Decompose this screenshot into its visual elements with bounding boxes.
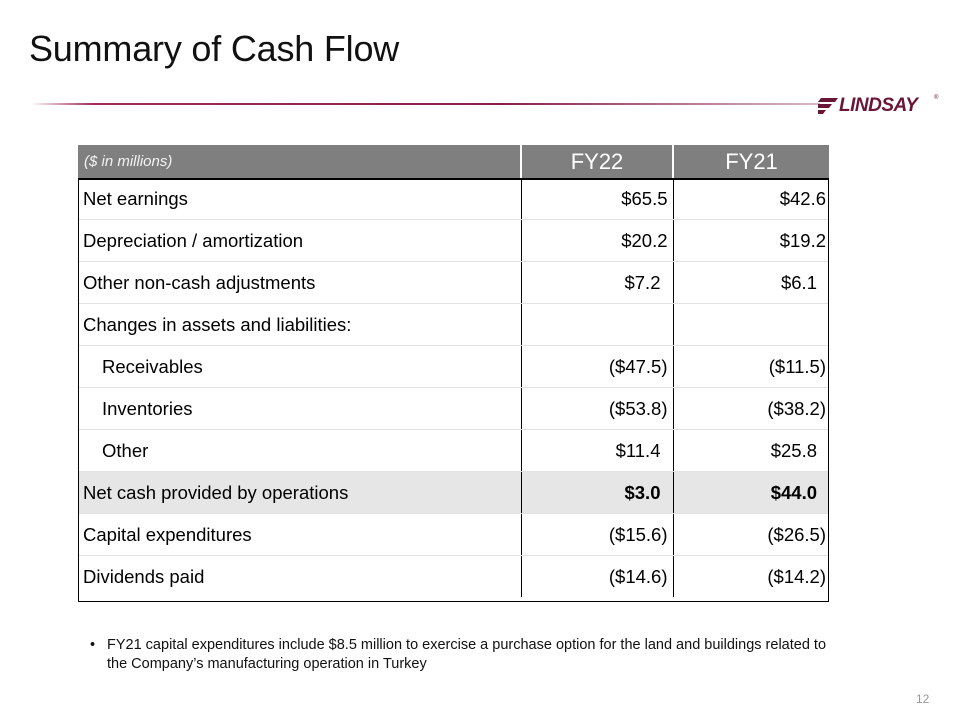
title-divider bbox=[30, 103, 820, 105]
table-row bbox=[78, 262, 829, 304]
fy22-value: ($47.5) bbox=[521, 346, 673, 388]
fy22-value: ($15.6) bbox=[521, 514, 673, 556]
page-number: 12 bbox=[916, 692, 930, 706]
table-header-row bbox=[78, 145, 829, 178]
slide-title: Summary of Cash Flow bbox=[29, 28, 400, 69]
lindsay-logo bbox=[818, 95, 942, 117]
fy22-value: $7.2 bbox=[521, 262, 673, 304]
fy21-value: $6.1 bbox=[673, 262, 829, 304]
unit-label: ($ in millions) bbox=[78, 145, 521, 178]
row-label: Receivables bbox=[78, 346, 521, 388]
fy21-value: $42.6 bbox=[673, 178, 829, 220]
row-label: Net cash provided by operations bbox=[78, 472, 521, 514]
table-row-total bbox=[78, 472, 829, 514]
fy21-value bbox=[673, 304, 829, 346]
fy21-value: ($14.2) bbox=[673, 556, 829, 598]
lindsay-logo-mark-icon bbox=[818, 98, 838, 114]
fy22-value: $11.4 bbox=[521, 430, 673, 472]
table-row bbox=[78, 178, 829, 220]
fy22-value: $65.5 bbox=[521, 178, 673, 220]
fy22-value bbox=[521, 304, 673, 346]
table-row bbox=[78, 220, 829, 262]
fy21-value: ($38.2) bbox=[673, 388, 829, 430]
fy21-value: ($11.5) bbox=[673, 346, 829, 388]
footnote-text: FY21 capital expenditures include $8.5 million to exercise a purchase option for the land and buildings related to the Company’s manufacturing operation in Turkey bbox=[107, 637, 827, 672]
column-header-fy21: FY21 bbox=[673, 145, 829, 178]
row-label: Inventories bbox=[78, 388, 521, 430]
fy22-value: ($14.6) bbox=[521, 556, 673, 598]
row-label: Other non-cash adjustments bbox=[78, 262, 521, 304]
row-label: Other bbox=[78, 430, 521, 472]
fy22-value: $3.0 bbox=[521, 472, 673, 514]
bullet-icon: • bbox=[90, 637, 96, 653]
trademark-symbol: ® bbox=[934, 95, 939, 101]
fy21-value: $44.0 bbox=[673, 472, 829, 514]
fy21-value: $25.8 bbox=[673, 430, 829, 472]
row-label: Capital expenditures bbox=[78, 514, 521, 556]
table-row bbox=[78, 304, 829, 346]
row-label: Net earnings bbox=[78, 178, 521, 220]
lindsay-logo-text: LINDSAY bbox=[839, 95, 918, 116]
column-header-fy22: FY22 bbox=[521, 145, 673, 178]
table-row bbox=[78, 514, 829, 556]
fy22-value: $20.2 bbox=[521, 220, 673, 262]
table-row bbox=[78, 430, 829, 472]
footnote bbox=[90, 636, 850, 674]
table-row bbox=[78, 346, 829, 388]
cash-flow-table bbox=[78, 145, 829, 597]
table-row bbox=[78, 388, 829, 430]
row-label: Dividends paid bbox=[83, 565, 205, 587]
row-label: Depreciation / amortization bbox=[78, 220, 521, 262]
fy21-value: ($26.5) bbox=[673, 514, 829, 556]
fy22-value: ($53.8) bbox=[521, 388, 673, 430]
row-label: Changes in assets and liabilities: bbox=[78, 304, 521, 346]
fy21-value: $19.2 bbox=[673, 220, 829, 262]
table-row bbox=[78, 556, 829, 598]
